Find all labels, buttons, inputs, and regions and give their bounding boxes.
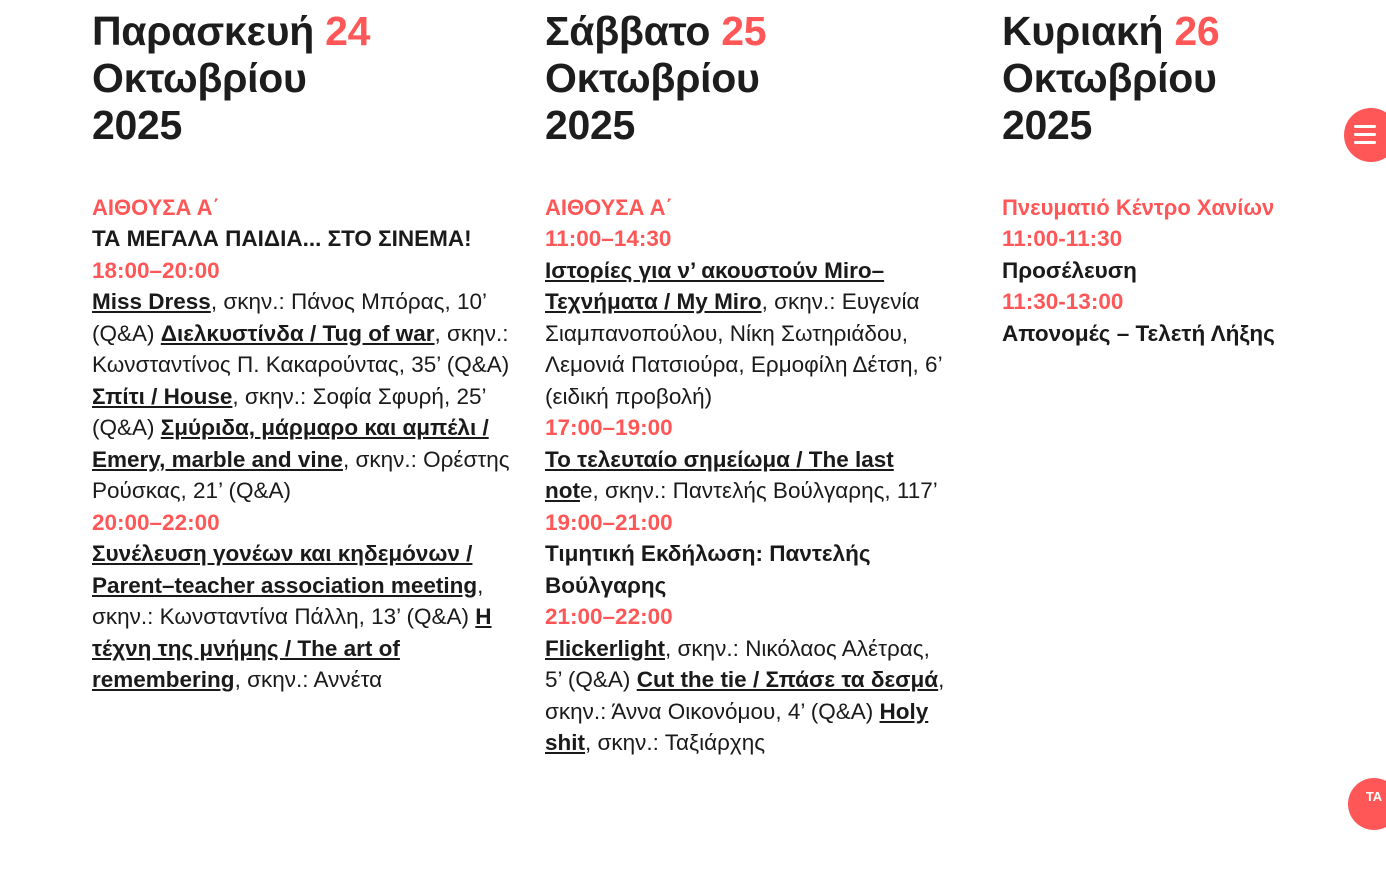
day-name: Παρασκευή xyxy=(92,8,314,54)
clipped-line xyxy=(0,475,32,506)
clipped-line xyxy=(0,734,32,765)
film-title: Flickerlight xyxy=(545,635,666,661)
clipped-line xyxy=(0,541,32,572)
day-title xyxy=(545,8,945,149)
film-item[interactable] xyxy=(92,321,509,378)
block-time: 20:00–22:00 xyxy=(92,509,220,535)
day-column-saturday xyxy=(545,0,945,759)
block-heading: Τιμητική Εκδήλωση: Παντελής Βούλγαρης xyxy=(545,541,871,598)
day-column-sunday xyxy=(1002,0,1382,349)
block-time: 18:00–20:00 xyxy=(92,257,220,283)
schedule-block xyxy=(1002,223,1382,349)
menu-bars xyxy=(1354,125,1376,149)
tickets-button-label: ΤΑ xyxy=(1365,789,1383,804)
film-credits: , σκην.: Νικόλαος Αλέτρας, 5’ (Q&A) xyxy=(545,635,930,692)
film-title: Miss Dress xyxy=(92,289,211,314)
block-time: 19:00–21:00 xyxy=(545,509,673,535)
film-credits: , σκην.: Πάνος Μπόρας, 10’ (Q&A) xyxy=(92,289,487,346)
tickets-button[interactable] xyxy=(1348,778,1386,830)
day-number: 26 xyxy=(1174,8,1220,54)
film-credits: , σκην.: Ευγενία Σιαμπανοπούλου, Νίκη Σωτηριάδου, Λεμονιά Πατσιούρα, Ερμοφίλη Δέτση, 6’ (ειδική προβολή) xyxy=(545,289,942,409)
film-title: Η τέχνη της μνήμης / The art of remembering xyxy=(92,604,492,692)
block-time: 11:30-13:00 xyxy=(1002,289,1124,314)
clipped-line xyxy=(0,320,32,351)
film-title: Συνέλευση γονέων και κηδεμόνων / Parent–teacher association meeting xyxy=(92,541,478,598)
film-credits: , σκην.: Κωνσταντίνος Π. Κακαρούντας, 35’ (Q&A) xyxy=(92,320,510,377)
film-title: Holy shit xyxy=(545,698,929,755)
film-credits: , σκην.: Κωνσταντίνα Πάλλη, 13’ (Q&A) xyxy=(92,572,484,629)
film-title: Ιστορίες για ν’ ακουστούν Miro–Τεχνήματα / My Miro xyxy=(545,257,885,314)
film-credits: e, σκην.: Παντελής Βούλγαρης, 117’ xyxy=(579,478,938,503)
year: 2025 xyxy=(545,102,636,148)
month-name: Οκτωβρίου xyxy=(92,55,307,101)
day-name: Κυριακή xyxy=(1002,8,1164,54)
block-time: 17:00–19:00 xyxy=(545,415,673,440)
film-title: Διελκυστίνδα / Tug of war xyxy=(160,320,435,346)
film-item[interactable] xyxy=(545,258,942,409)
day-number: 25 xyxy=(721,8,767,54)
film-credits: , σκην.: Ταξιάρχης xyxy=(585,730,766,755)
block-heading: Απονομές – Τελετή Λήξης xyxy=(1002,320,1275,346)
month-name: Οκτωβρίου xyxy=(1002,55,1217,101)
day-title xyxy=(92,8,512,149)
venue-label: Πνευματιό Κέντρο Χανίων xyxy=(1002,195,1275,220)
film-credits: , σκην.: Ορέστης Ρούσκας, 21’ (Q&A) xyxy=(92,446,510,503)
film-title: Το τελευταίο σημείωμα / The last not xyxy=(545,446,894,503)
schedule-block xyxy=(545,223,945,759)
clipped-left-column xyxy=(0,0,32,767)
film-credits: , σκην.: Σοφία Σφυρή, 25’ (Q&A) xyxy=(92,383,486,440)
venue-label: ΑΙΘΟΥΣΑ Α΄ xyxy=(545,195,673,220)
film-title: Σπίτι / House xyxy=(92,383,233,409)
film-item[interactable] xyxy=(92,541,483,629)
day-title xyxy=(1002,8,1382,149)
clipped-line xyxy=(0,508,32,539)
block-heading: Προσέλευση xyxy=(1002,257,1137,283)
block-time: 11:00–14:30 xyxy=(545,226,672,251)
block-heading: ΤΑ ΜΕΓΑΛΑ ΠΑΙΔΙΑ... ΣΤΟ ΣΙΝΕΜΑ! xyxy=(92,226,472,251)
film-title: Cut the tie / Σπάσε τα δεσμά xyxy=(636,667,939,692)
film-credits: , σκην.: Άννα Οικονόμου, 4’ (Q&A) xyxy=(545,667,945,724)
venue-label: ΑΙΘΟΥΣΑ Α΄ xyxy=(92,195,220,220)
film-title: Σμύριδα, μάρμαρο και αμπέλι / Emery, marble and vine xyxy=(92,415,489,472)
block-time: 21:00–22:00 xyxy=(545,604,673,629)
day-name: Σάββατο xyxy=(545,8,711,54)
month-name: Οκτωβρίου xyxy=(545,55,760,101)
film-item[interactable] xyxy=(545,447,938,504)
clipped-line xyxy=(0,574,32,605)
day-number: 24 xyxy=(325,8,371,54)
clipped-line xyxy=(0,701,32,732)
year: 2025 xyxy=(92,102,183,148)
schedule-block xyxy=(92,223,512,696)
block-time: 11:00-11:30 xyxy=(1002,226,1123,251)
day-column-friday xyxy=(92,0,512,696)
film-credits: , σκην.: Αννέτα xyxy=(234,667,383,692)
film-item[interactable] xyxy=(92,415,510,503)
year: 2025 xyxy=(1002,102,1093,148)
